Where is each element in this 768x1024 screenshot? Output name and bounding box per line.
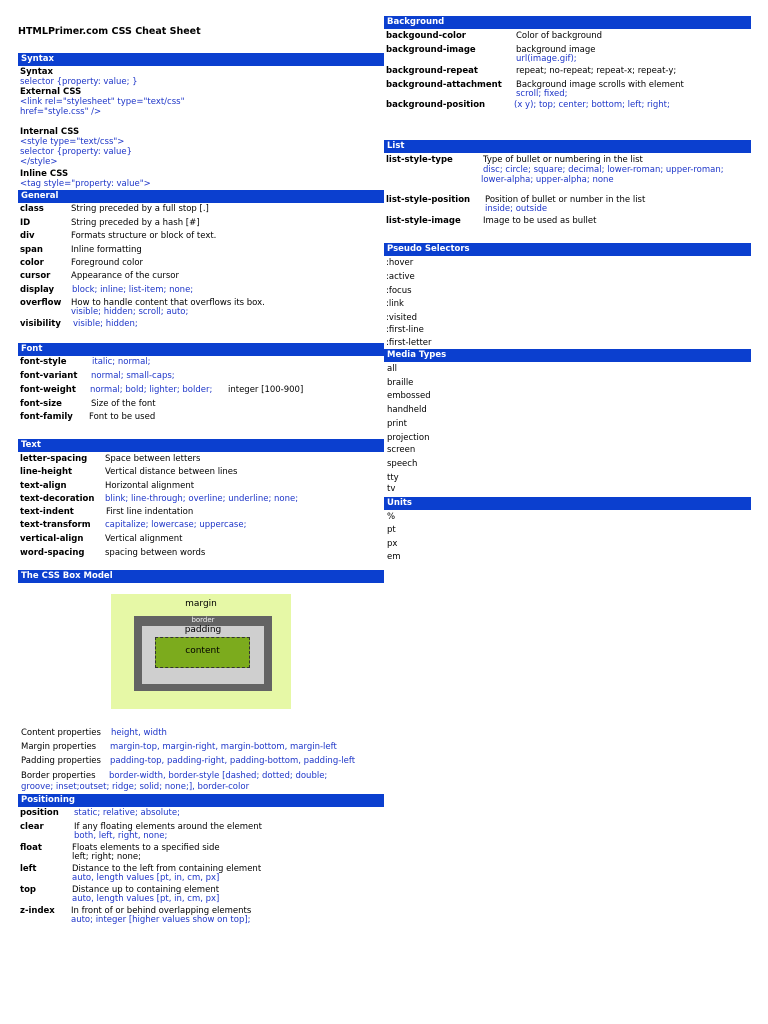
property-values: auto; integer [higher values show on top]; <box>71 915 251 925</box>
property-name: background-image <box>386 45 476 55</box>
property-name: cursor <box>20 271 51 281</box>
external-css-code-2: href="style.css" /> <box>20 107 102 117</box>
property-desc: integer [100-900] <box>228 385 304 395</box>
property-name: background-repeat <box>386 66 478 76</box>
property-desc: Size of the font <box>91 399 156 409</box>
external-css-label: External CSS <box>20 87 82 97</box>
property-values: (x y); top; center; bottom; left; right; <box>514 100 670 110</box>
internal-css-code-1: <style type="text/css"> <box>20 137 125 147</box>
pseudo-item: :link <box>386 299 404 309</box>
property-desc: Type of bullet or numbering in the list <box>483 155 643 165</box>
internal-css-label: Internal CSS <box>20 127 80 137</box>
media-item: handheld <box>387 405 427 415</box>
property-name: font-style <box>20 357 67 367</box>
media-item: embossed <box>387 391 431 401</box>
property-desc: First line indentation <box>106 507 194 517</box>
box-model-header: The CSS Box Model <box>18 570 384 583</box>
property-desc: String preceded by a hash [#] <box>71 218 200 228</box>
property-desc: spacing between words <box>105 548 206 558</box>
media-item: projection <box>387 433 430 443</box>
property-name: list-style-type <box>386 155 453 165</box>
property-name: font-size <box>20 399 62 409</box>
property-name: letter-spacing <box>20 454 88 464</box>
box-model-border-label: border <box>191 616 215 624</box>
unit-item: em <box>387 552 401 562</box>
property-values: repeat; no-repeat; repeat-x; repeat-y; <box>516 66 677 76</box>
property-name: overflow <box>20 298 62 308</box>
property-values-cont: lower-alpha; upper-alpha; none <box>481 175 614 185</box>
property-name: Border properties <box>21 771 96 781</box>
property-name: background-position <box>386 100 486 110</box>
property-desc: If any floating elements around the element <box>74 822 262 832</box>
list-header: List <box>384 140 751 153</box>
property-name: text-transform <box>20 520 91 530</box>
property-values: url(image.gif); <box>516 54 577 64</box>
property-values: both, left, right, none; <box>74 831 168 841</box>
font-header: Font <box>18 343 384 356</box>
internal-css-code-3: </style> <box>20 157 58 167</box>
property-values: normal; small-caps; <box>91 371 175 381</box>
syntax-header: Syntax <box>18 53 384 66</box>
media-item: tv <box>387 484 396 494</box>
property-values: blink; line-through; overline; underline; none; <box>105 494 299 504</box>
pseudo-selectors-header: Pseudo Selectors <box>384 243 751 256</box>
units-header: Units <box>384 497 751 510</box>
property-values: margin-top, margin-right, margin-bottom, margin-left <box>110 742 337 752</box>
general-header: General <box>18 190 384 203</box>
box-model-padding-label: padding <box>184 625 222 635</box>
media-item: braille <box>387 378 414 388</box>
box-model-margin-label: margin <box>185 599 217 609</box>
property-values-cont: groove; inset;outset; ridge; solid; none;], border-color <box>21 782 250 792</box>
syntax-label: Syntax <box>20 67 53 77</box>
unit-item: pt <box>387 525 396 535</box>
property-name: backgound-color <box>386 31 466 41</box>
property-desc: background image <box>516 45 596 55</box>
unit-item: px <box>387 539 398 549</box>
pseudo-item: :visited <box>386 313 418 323</box>
property-desc: Position of bullet or number in the list <box>485 195 646 205</box>
property-name: float <box>20 843 42 853</box>
property-values: visible; hidden; <box>73 319 138 329</box>
property-desc: Inline formatting <box>71 245 142 255</box>
property-values: italic; normal; <box>92 357 151 367</box>
property-desc: Image to be used as bullet <box>483 216 597 226</box>
media-item: speech <box>387 459 418 469</box>
property-name: text-indent <box>20 507 74 517</box>
property-values: padding-top, padding-right, padding-bottom, padding-left <box>110 756 356 766</box>
property-name: Content properties <box>21 728 101 738</box>
box-model-content-label: content <box>185 646 220 656</box>
pseudo-item: :first-line <box>386 325 424 335</box>
property-name: list-style-image <box>386 216 461 226</box>
inline-css-label: Inline CSS <box>20 169 69 179</box>
property-name: visibility <box>20 319 61 329</box>
property-desc: Floats elements to a specified side <box>72 843 220 853</box>
property-name: color <box>20 258 44 268</box>
property-name: Padding properties <box>21 756 101 766</box>
property-desc: Distance to the left from containing element <box>72 864 262 874</box>
media-item: screen <box>387 445 416 455</box>
text-header: Text <box>18 439 384 452</box>
property-desc: Font to be used <box>89 412 156 422</box>
property-desc: Color of background <box>516 31 603 41</box>
property-name: font-variant <box>20 371 78 381</box>
internal-css-code-2: selector {property: value} <box>20 147 133 157</box>
property-name: text-decoration <box>20 494 95 504</box>
property-name: background-attachment <box>386 80 502 90</box>
property-desc: In front of or behind overlapping elements <box>71 906 252 916</box>
property-desc: Foreground color <box>71 258 144 268</box>
property-desc: Appearance of the cursor <box>71 271 179 281</box>
property-name: left <box>20 864 37 874</box>
media-item: print <box>387 419 407 429</box>
property-values: static; relative; absolute; <box>74 808 180 818</box>
syntax-code: selector {property: value; } <box>20 77 138 87</box>
property-desc: Space between letters <box>105 454 201 464</box>
property-values: capitalize; lowercase; uppercase; <box>105 520 247 530</box>
property-values: scroll; fixed; <box>516 89 568 99</box>
pseudo-item: :first-letter <box>386 338 432 348</box>
property-values: auto, length values [pt, in, cm, px] <box>72 873 220 883</box>
pseudo-item: :active <box>386 272 415 282</box>
property-name: Margin properties <box>21 742 97 752</box>
unit-item: % <box>387 512 396 522</box>
property-name: display <box>20 285 55 295</box>
property-name: ID <box>20 218 31 228</box>
property-values: inside; outside <box>485 204 548 214</box>
property-desc: Distance up to containing element <box>72 885 220 895</box>
property-desc: Horizontal alignment <box>105 481 195 491</box>
property-name: font-family <box>20 412 73 422</box>
property-desc: Vertical distance between lines <box>105 467 238 477</box>
property-values: border-width, border-style [dashed; dotted; double; <box>109 771 328 781</box>
property-desc: Vertical alignment <box>105 534 183 544</box>
property-name: line-height <box>20 467 73 477</box>
external-css-code-1: <link rel="stylesheet" type="text/css" <box>20 97 185 107</box>
property-values: left; right; none; <box>72 852 141 862</box>
property-name: top <box>20 885 36 895</box>
media-item: all <box>387 364 397 374</box>
media-item: tty <box>387 473 399 483</box>
property-values: visible; hidden; scroll; auto; <box>71 307 189 317</box>
property-name: text-align <box>20 481 67 491</box>
pseudo-item: :focus <box>386 286 412 296</box>
property-values: disc; circle; square; decimal; lower-roman; upper-roman; <box>483 165 724 175</box>
property-name: z-index <box>20 906 55 916</box>
property-name: list-style-position <box>386 195 471 205</box>
property-values: height, width <box>111 728 167 738</box>
property-name: position <box>20 808 59 818</box>
property-values: block; inline; list-item; none; <box>72 285 194 295</box>
property-name: font-weight <box>20 385 76 395</box>
inline-css-code: <tag style="property: value"> <box>20 179 151 189</box>
background-header: Background <box>384 16 751 29</box>
property-values: normal; bold; lighter; bolder; <box>90 385 213 395</box>
property-name: clear <box>20 822 44 832</box>
property-name: div <box>20 231 35 241</box>
property-name: class <box>20 204 44 214</box>
positioning-header: Positioning <box>18 794 384 807</box>
property-values: auto, length values [pt, in, cm, px] <box>72 894 220 904</box>
property-name: word-spacing <box>20 548 85 558</box>
page-title: HTMLPrimer.com CSS Cheat Sheet <box>18 26 201 37</box>
property-desc: String preceded by a full stop [.] <box>71 204 209 214</box>
property-name: vertical-align <box>20 534 84 544</box>
pseudo-item: :hover <box>386 258 414 268</box>
media-types-header: Media Types <box>384 349 751 362</box>
property-desc: Formats structure or block of text. <box>71 231 217 241</box>
property-desc: Background image scrolls with element <box>516 80 684 90</box>
property-desc: How to handle content that overflows its box. <box>71 298 265 308</box>
property-name: span <box>20 245 43 255</box>
